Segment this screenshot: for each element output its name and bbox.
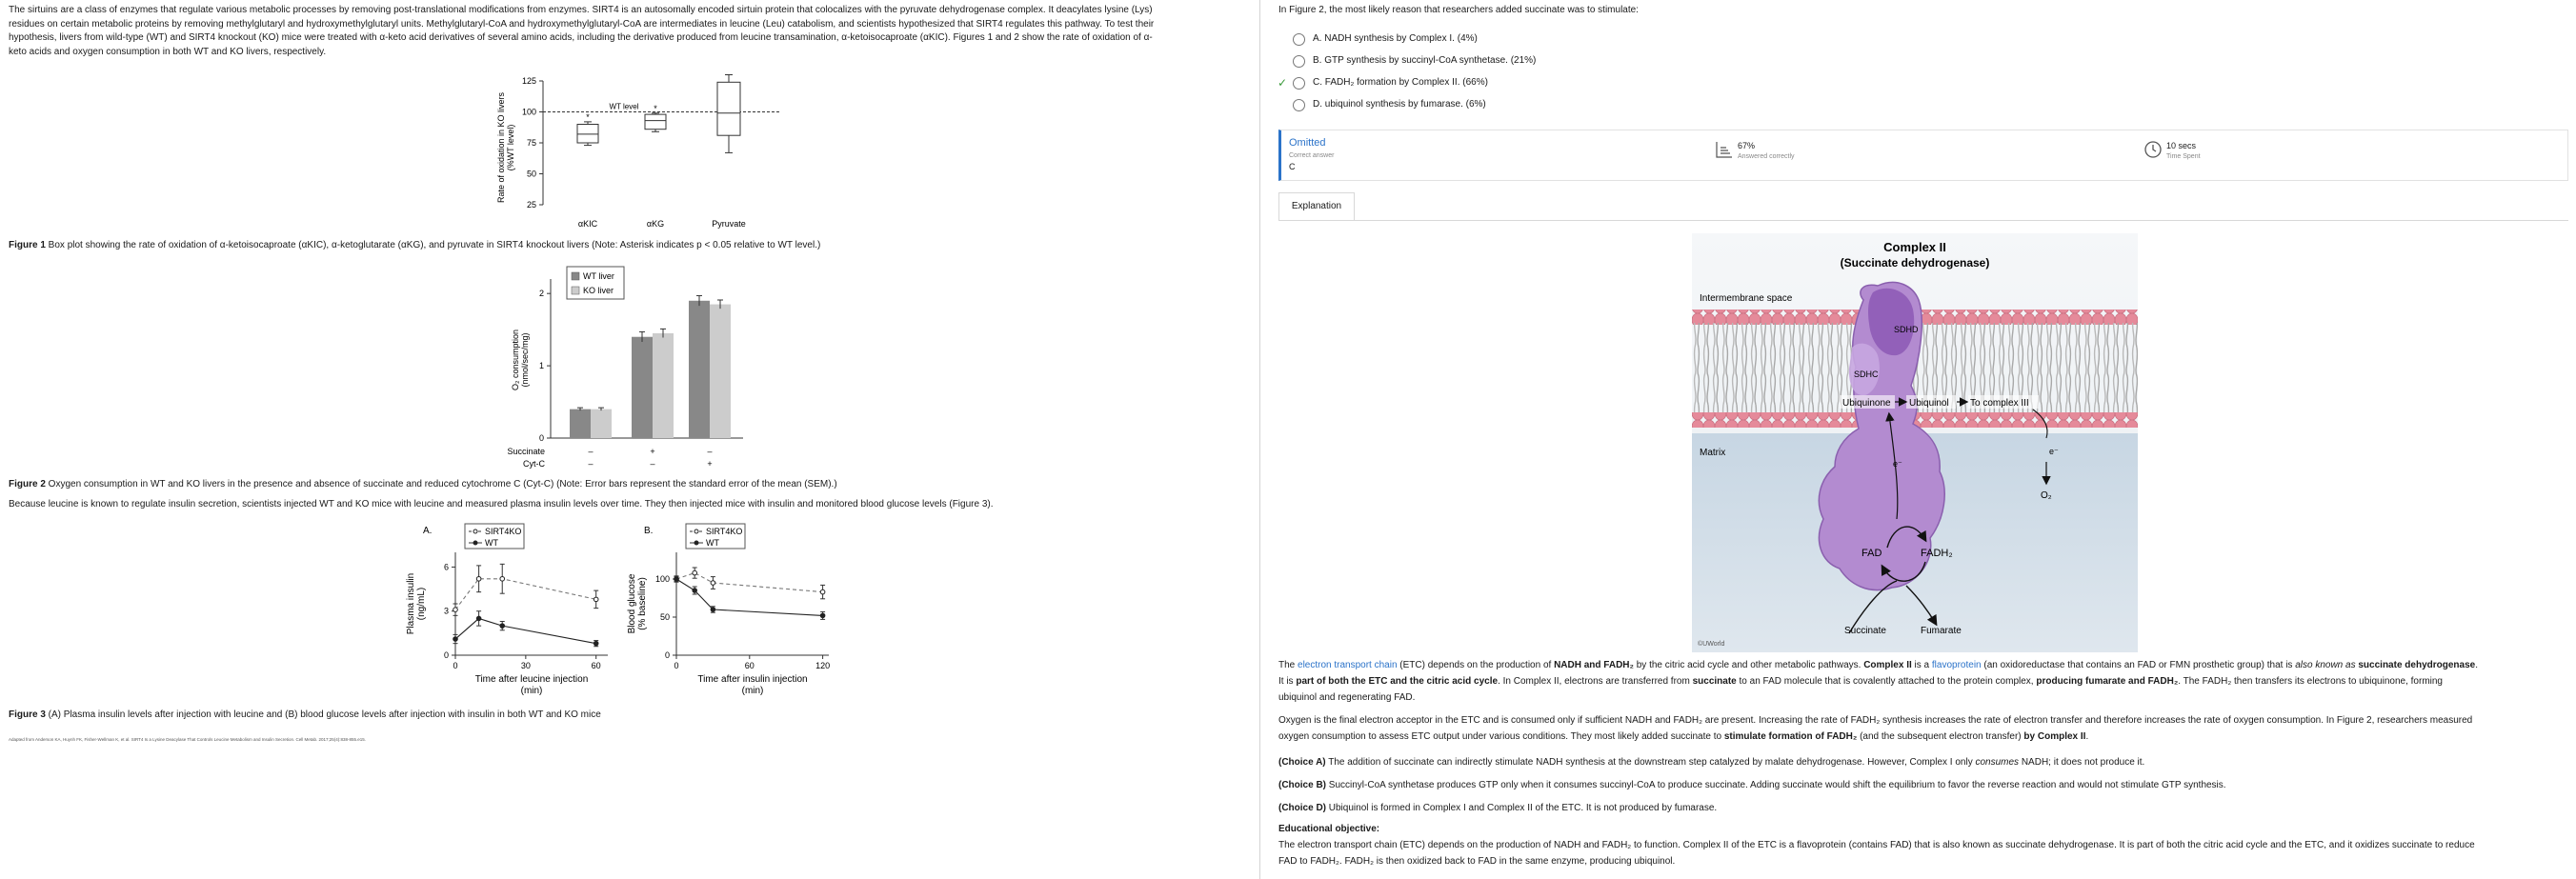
text: NADH; it does not produce it. xyxy=(2019,757,2145,768)
y-axis-label: Plasma insulin xyxy=(406,572,416,635)
figure-1-label: Figure 1 xyxy=(9,240,46,250)
text: succinate dehydrogenase xyxy=(2358,660,2476,670)
explanation-choice-a xyxy=(1278,754,2568,770)
label-fumarate: Fumarate xyxy=(1921,626,1962,636)
legend-marker xyxy=(694,541,698,545)
data-point-sirt4ko xyxy=(476,576,481,581)
x-tick-label: 60 xyxy=(744,661,755,670)
data-point-sirt4ko xyxy=(820,589,825,594)
text: producing fumarate and FADH₂ xyxy=(2036,676,2179,687)
bar-wt-liver xyxy=(632,337,653,438)
x-axis-label-units: (min) xyxy=(741,686,764,696)
legend-label: SIRT4KO xyxy=(485,527,522,536)
box-αKIC xyxy=(577,125,598,144)
series-line-wt xyxy=(676,579,823,615)
clock-icon xyxy=(2143,140,2163,159)
text: oxygen consumption to assess ETC output under various conditions. They most likely added succinate to xyxy=(1278,731,1724,742)
passage-line: The sirtuins are a class of enzymes that regulate various metabolic processes by removing post-translational modifications from enzymes. SIRT4 is an autosomally encoded sirtuin protein that colocalizes with the pyruvate dehydrogenase complex. It deacylates lysine (Lys) xyxy=(9,5,1153,15)
y-tick-label: 0 xyxy=(443,650,449,660)
x-tick-label: 0 xyxy=(453,661,458,670)
text: (and the subsequent electron transfer) xyxy=(1857,731,2024,742)
y-tick-label: 100 xyxy=(654,574,670,584)
time-label: Time Spent xyxy=(2166,153,2201,161)
text: (an oxidoreductase that contains an FAD or FMN prosthetic group) that is xyxy=(1981,660,2296,670)
label-electron-path: e⁻ xyxy=(1893,459,1902,469)
text: FAD to FADH₂. FADH₂ is then oxidized back to FAD in the same enzyme, producing ubiquinol. xyxy=(1278,856,1676,867)
data-point-wt xyxy=(453,637,458,642)
text: consumes xyxy=(1975,757,2020,768)
label-fadh2: FADH₂ xyxy=(1921,548,1953,559)
y-tick-label: 100 xyxy=(521,107,536,117)
legend-marker xyxy=(473,529,477,533)
y-tick-label: 1 xyxy=(538,361,544,371)
link-electron-transport-chain[interactable]: electron transport chain xyxy=(1298,660,1398,670)
complex-ii-diagram xyxy=(1692,233,2138,652)
data-point-sirt4ko xyxy=(594,597,598,602)
label-electron: e⁻ xyxy=(2049,447,2059,456)
choice-text: GTP synthesis by succinyl-CoA synthetase. xyxy=(1324,54,1508,66)
fig1-ylabel: Rate of oxidation in KO livers xyxy=(496,91,506,204)
choice-a[interactable] xyxy=(1278,30,1478,48)
series-line-sirt4ko xyxy=(676,573,823,592)
row-label-succinate: Succinate xyxy=(507,447,545,456)
data-point-wt xyxy=(820,613,825,618)
citation: Adapted from Anderson KA, Huynh FK, Fisher-Wellman K, et al. SIRT4 Is a Lysine Deacylase That Controls Leucine Metabolism and Insulin Secretion. Cell Metab. 2017;25(4):838-855.e15. xyxy=(9,737,367,742)
tab-explanation[interactable]: Explanation xyxy=(1278,192,1355,221)
data-point-sirt4ko xyxy=(453,608,458,612)
figure-2-bar-chart xyxy=(495,265,762,474)
y-axis-label: Blood glucose xyxy=(627,573,637,634)
choice-text: FADH₂ formation by Complex II. xyxy=(1324,76,1460,88)
data-point-sirt4ko xyxy=(500,576,505,581)
passage-line: keto acids and oxygen consumption in both WT and KO livers, respectively. xyxy=(9,46,327,57)
link-flavoprotein[interactable]: flavoprotein xyxy=(1931,660,1982,670)
bar-wt-liver xyxy=(689,301,710,438)
choice-letter: A. xyxy=(1313,32,1322,44)
figure-2-caption-text: Oxygen consumption in WT and KO livers in the presence and absence of succinate and reduced cytochrome C (Cyt-C) (Note: Error bars represent the standard error of the mean (SEM).) xyxy=(45,479,837,489)
text: also known as xyxy=(2295,660,2356,670)
figure-3-caption-text: (A) Plasma insulin levels after injection with leucine and (B) blood glucose levels after injection with insulin in both WT and KO mice xyxy=(45,709,601,720)
box-αKG xyxy=(645,114,666,130)
label-fad: FAD xyxy=(1862,548,1882,559)
figure-3a-line-chart xyxy=(400,522,638,698)
box-Pyruvate xyxy=(717,82,740,135)
y-axis-label-units: (nmol/sec/mg) xyxy=(520,332,530,388)
data-point-wt xyxy=(674,577,679,582)
text: . The FADH₂ then transfers its electrons to ubiquinone, forming xyxy=(2178,676,2443,687)
succinate-condition: – xyxy=(707,447,713,456)
stat-time xyxy=(2143,140,2201,162)
wt-level-label: WT level xyxy=(609,102,639,111)
text: Oxygen is the final electron acceptor in the ETC and is consumed only if sufficient NADH and FADH₂ are present. Increasing the rate of FADH₂ synthesis increases the rate of electron transfer and therefore increases the rate of oxygen consumption. In Figure 2, researchers measured xyxy=(1278,715,2473,726)
category-label: αKIC xyxy=(577,219,598,229)
bar-wt-liver xyxy=(570,410,591,438)
text: The xyxy=(1278,660,1298,670)
legend-swatch xyxy=(572,287,579,294)
legend-marker xyxy=(694,529,698,533)
figure-3-caption xyxy=(9,709,601,723)
passage-pane xyxy=(0,0,1259,879)
y-axis-label-units: (% baseline) xyxy=(637,577,648,630)
y-tick-label: 125 xyxy=(521,76,536,86)
y-tick-label: 75 xyxy=(526,138,536,148)
radio-button[interactable] xyxy=(1293,99,1305,111)
text: The addition of succinate can indirectly stimulate NADH synthesis at the downstream step catalyzed by malate dehydrogenase. However, Complex I only xyxy=(1325,757,1976,768)
percent-value: 67% xyxy=(1738,141,1756,150)
label-intermembrane-space: Intermembrane space xyxy=(1700,293,1793,304)
figure-1-caption-text: Box plot showing the rate of oxidation of α-ketoisocaproate (αKIC), α-ketoglutarate (αKG), and pyruvate in SIRT4 knockout livers (Note: Asterisk indicates p < 0.05 relative to WT level.) xyxy=(45,240,821,250)
y-tick-label: 50 xyxy=(526,169,536,179)
legend-label: KO liver xyxy=(583,286,614,295)
text: (ETC) depends on the production of xyxy=(1397,660,1555,670)
choice-d[interactable] xyxy=(1278,96,1486,113)
panel-label: A. xyxy=(423,526,433,536)
figure-3b-line-chart xyxy=(621,522,859,698)
explanation-choice-b xyxy=(1278,777,2568,793)
text: NADH and FADH₂ xyxy=(1554,660,1634,670)
correct-check-icon: ✓ xyxy=(1278,76,1288,90)
y-tick-label: 50 xyxy=(659,612,670,622)
label-sdhc: SDHC xyxy=(1854,370,1879,379)
y-tick-label: 0 xyxy=(664,650,670,660)
choice-percent: (66%) xyxy=(1462,76,1488,88)
cytc-condition: – xyxy=(650,459,655,469)
y-axis-label: O₂ consumption xyxy=(511,329,520,391)
x-tick-label: 60 xyxy=(591,661,601,670)
x-tick-label: 0 xyxy=(674,661,679,670)
choice-tag: (Choice D) xyxy=(1278,803,1326,813)
label-matrix: Matrix xyxy=(1700,448,1726,458)
bar-chart-icon xyxy=(1715,140,1734,159)
diagram-title: Complex II xyxy=(1883,240,1946,254)
figure-3-label: Figure 3 xyxy=(9,709,46,720)
x-tick-label: 120 xyxy=(815,661,831,670)
label-to-complex-iii: To complex III xyxy=(1970,398,2029,409)
significance-asterisk: * xyxy=(654,103,657,113)
explanation-paragraph-2 xyxy=(1278,712,2568,745)
passage-line: Because leucine is known to regulate insulin secretion, scientists injected WT and KO mice with leucine and measured plasma insulin levels over time. They then injected mice with insulin and monitored blood glucose levels (Figure 3). xyxy=(9,499,994,509)
choice-b[interactable] xyxy=(1278,52,1536,70)
choice-c[interactable] xyxy=(1278,74,1488,91)
text: Succinyl-CoA synthetase produces GTP only when it consumes succinyl-CoA to produce succinate. Adding succinate would shift the equilibrium to favor the reverse reaction and would not stimulate GTP synthesis. xyxy=(1326,780,2226,790)
bar-ko-liver xyxy=(710,305,731,438)
data-point-sirt4ko xyxy=(711,581,715,586)
text: The electron transport chain (ETC) depends on the production of NADH and FADH₂ to function. Complex II of the ETC is a flavoprotein (contains FAD) that is also known as succinate dehydrogenase. It is part of both the citric acid cycle and the ETC, and it oxidizes succinate to reduce xyxy=(1278,840,2475,850)
legend-label: SIRT4KO xyxy=(706,527,743,536)
bar-ko-liver xyxy=(653,333,674,438)
y-tick-label: 0 xyxy=(538,433,544,443)
percent-label: Answered correctly xyxy=(1738,153,1795,161)
y-axis-label-units: (ng/mL) xyxy=(416,587,427,621)
tab-underline xyxy=(1278,220,2568,221)
stat-percent xyxy=(1715,140,1795,162)
choice-percent: (4%) xyxy=(1457,32,1478,44)
stat-status xyxy=(1289,136,1334,173)
text: stimulate formation of FADH₂ xyxy=(1723,731,1858,742)
choice-text: NADH synthesis by Complex I. xyxy=(1324,32,1455,44)
text: It is xyxy=(1278,676,1297,687)
legend-label: WT xyxy=(706,538,719,548)
figure-2-label: Figure 2 xyxy=(9,479,46,489)
legend-label: WT liver xyxy=(583,271,614,281)
figure-1-boxplot xyxy=(486,71,791,233)
text: . xyxy=(2475,660,2478,670)
text: Ubiquinol is formed in Complex I and Complex II of the ETC. It is not produced by fumarase. xyxy=(1326,803,1718,813)
label-ubiquinone: Ubiquinone xyxy=(1842,398,1891,409)
radio-button[interactable] xyxy=(1293,55,1305,68)
label-o2: O₂ xyxy=(2041,490,2052,501)
correct-answer-label: Correct answer xyxy=(1289,151,1335,159)
series-line-sirt4ko xyxy=(455,579,596,609)
diagram-subtitle: (Succinate dehydrogenase) xyxy=(1840,256,1990,270)
radio-button[interactable] xyxy=(1293,77,1305,90)
text: . In Complex II, electrons are transferred from xyxy=(1498,676,1693,687)
data-point-wt xyxy=(594,641,598,646)
data-point-sirt4ko xyxy=(693,570,697,575)
explanation-paragraph-1 xyxy=(1278,657,2568,706)
pane-divider[interactable] xyxy=(1259,0,1260,879)
legend-swatch xyxy=(572,272,579,280)
legend-label: WT xyxy=(485,538,498,548)
row-label-cytc: Cyt-C xyxy=(523,459,545,469)
time-value: 10 secs xyxy=(2166,141,2197,150)
data-point-wt xyxy=(711,608,715,612)
x-tick-label: 30 xyxy=(520,661,531,670)
data-point-wt xyxy=(476,616,481,621)
text: to an FAD molecule that is covalently attached to the protein complex, xyxy=(1736,676,2037,687)
correct-answer-value: C xyxy=(1289,162,1296,172)
choice-tag: (Choice B) xyxy=(1278,780,1326,790)
series-line-wt xyxy=(455,618,596,643)
text: . xyxy=(2085,731,2089,742)
educational-objective-text xyxy=(1278,837,2568,869)
choice-tag: (Choice A) xyxy=(1278,757,1326,768)
figure-2-caption xyxy=(9,478,837,492)
category-label: αKG xyxy=(646,219,665,229)
panel-label: B. xyxy=(644,526,654,536)
cytc-condition: + xyxy=(707,459,713,469)
figure-1-caption xyxy=(9,239,820,253)
explanation-choice-d xyxy=(1278,800,2568,816)
status-text: Omitted xyxy=(1289,137,1326,149)
educational-objective-heading: Educational objective: xyxy=(1278,824,1380,834)
choice-letter: C. xyxy=(1313,76,1322,88)
radio-button[interactable] xyxy=(1293,33,1305,46)
x-axis-label: Time after insulin injection xyxy=(697,674,808,685)
y-tick-label: 25 xyxy=(526,200,536,210)
choice-letter: B. xyxy=(1313,54,1322,66)
y-tick-label: 6 xyxy=(443,562,449,572)
label-sdhd: SDHD xyxy=(1894,325,1919,334)
text: part of both the ETC and the citric acid cycle xyxy=(1296,676,1499,687)
text: is a xyxy=(1911,660,1932,670)
y-tick-label: 2 xyxy=(538,289,544,299)
succinate-condition: + xyxy=(650,447,655,456)
label-ubiquinol: Ubiquinol xyxy=(1909,398,1949,409)
cytc-condition: – xyxy=(588,459,594,469)
question-stem: In Figure 2, the most likely reason that researchers added succinate was to stimulate: xyxy=(1278,5,1639,15)
x-axis-label: Time after leucine injection xyxy=(474,674,589,685)
text: by the citric acid cycle and other metabolic pathways. xyxy=(1633,660,1864,670)
uworld-watermark: ©UWorld xyxy=(1698,641,1725,648)
text: ubiquinol and regenerating FAD. xyxy=(1278,692,1416,703)
data-point-wt xyxy=(693,589,697,593)
text: by Complex II xyxy=(2023,731,2086,742)
passage-line: residues on certain metabolic proteins by removing methylglutaryl and hydroxymethylglutaryl units. Methylglutaryl-CoA and hydroxymethylglutaryl-CoA are intermediates in leucine (Leu) catabolism, and scientists hypothesized that SIRT4 regulates this pathway. To test their xyxy=(9,18,1155,30)
bar-ko-liver xyxy=(591,410,612,438)
choice-percent: (6%) xyxy=(1465,98,1486,110)
fig1-ylabel-line2: (%WT level) xyxy=(506,124,515,171)
choice-letter: D. xyxy=(1313,98,1322,110)
choice-percent: (21%) xyxy=(1510,54,1537,66)
significance-asterisk: * xyxy=(586,111,590,122)
legend-marker xyxy=(473,541,477,545)
passage-line: hypothesis, livers from wild-type (WT) and SIRT4 knockout (KO) mice were treated with α-keto acid derivatives of several amino acids, including the derivative produced from leucine transamination, α-ketoisocaproate (αKIC). Figures 1 and 2 show the rate of oxidation of α- xyxy=(9,32,1153,43)
text: Complex II xyxy=(1863,660,1912,670)
succinate-condition: – xyxy=(588,447,594,456)
choice-text: ubiquinol synthesis by fumarase. xyxy=(1324,98,1463,110)
label-succinate: Succinate xyxy=(1844,626,1886,636)
answer-stats-bar xyxy=(1278,130,2568,181)
question-pane xyxy=(1271,0,2568,879)
y-tick-label: 3 xyxy=(443,606,449,616)
text: succinate xyxy=(1692,676,1737,687)
x-axis-label-units: (min) xyxy=(520,686,543,696)
category-label: Pyruvate xyxy=(712,219,746,229)
data-point-wt xyxy=(500,624,505,629)
